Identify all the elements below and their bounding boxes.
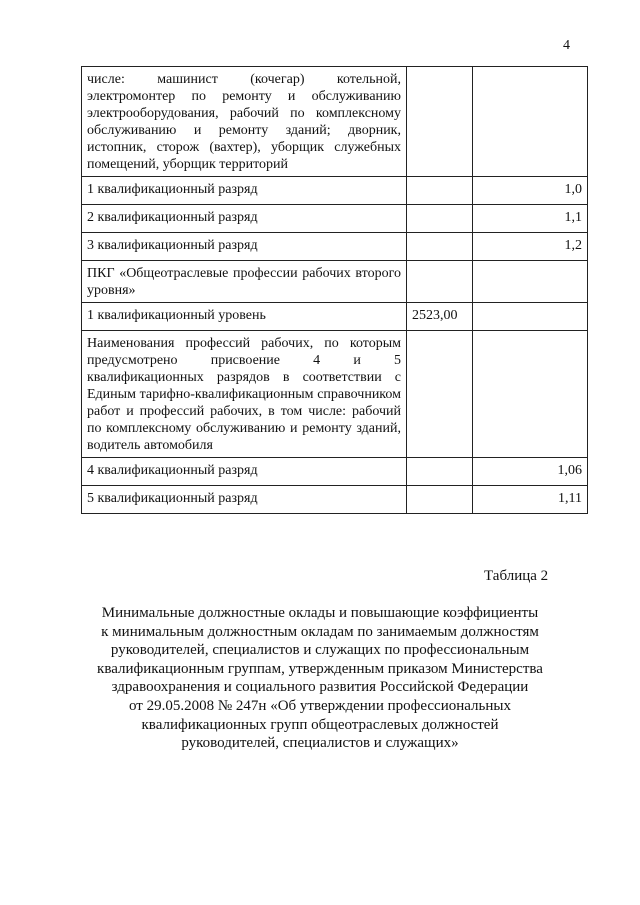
salary-cell bbox=[407, 331, 473, 458]
salary-cell bbox=[407, 177, 473, 205]
title-line: руководителей, специалистов и служащих» bbox=[181, 735, 459, 752]
table-caption: Таблица 2 bbox=[484, 568, 549, 584]
profession-cell: ПКГ «Общеотраслевые профессии рабочих второго уровня» bbox=[82, 261, 407, 303]
coefficient-cell: 1,2 bbox=[473, 233, 588, 261]
salary-cell: 2523,00 bbox=[407, 303, 473, 331]
coefficient-cell: 1,1 bbox=[473, 205, 588, 233]
title-line: от 29.05.2008 № 247н «Об утверждении профессиональных bbox=[129, 697, 511, 714]
title-line: квалификационным группам, утвержденным приказом Министерства bbox=[97, 660, 543, 677]
table-row bbox=[82, 205, 588, 233]
table-row bbox=[82, 303, 588, 331]
title-line: руководителей, специалистов и служащих по профессиональным bbox=[110, 642, 530, 659]
profession-cell: 3 квалификационный разряд bbox=[82, 233, 407, 261]
profession-cell: 4 квалификационный разряд bbox=[82, 458, 407, 486]
title-line: квалификационных групп общеотраслевых должностей bbox=[141, 716, 499, 733]
coefficient-cell: 1,06 bbox=[473, 458, 588, 486]
salary-cell bbox=[407, 67, 473, 177]
table-row bbox=[82, 177, 588, 205]
salary-cell bbox=[407, 261, 473, 303]
title-line: к минимальным должностным окладам по занимаемым должностям bbox=[101, 623, 539, 640]
salary-cell bbox=[407, 233, 473, 261]
coefficient-cell bbox=[473, 303, 588, 331]
profession-cell: 5 квалификационный разряд bbox=[82, 486, 407, 514]
salary-cell bbox=[407, 486, 473, 514]
title-line: здравоохранения и социального развития Российской Федерации bbox=[111, 679, 529, 696]
table-row bbox=[82, 331, 588, 458]
table-row bbox=[82, 458, 588, 486]
profession-cell: числе: машинист (кочегар) котельной, электромонтер по ремонту и обслуживанию электрооборудования, рабочий по комплексному обслуживанию и ремонту зданий; дворник, истопник, сторож (вахтер), уборщик служебных помещений, уборщик территорий bbox=[82, 67, 407, 177]
profession-cell: Наименования профессий рабочих, по которым предусмотрено присвоение 4 и 5 квалификационных разрядов в соответствии с Единым тарифно-квалификационным справочником работ и профессий рабочих, в том числе: рабочий по комплексному обслуживанию и ремонту зданий, водитель автомобиля bbox=[82, 331, 407, 458]
profession-cell: 2 квалификационный разряд bbox=[82, 205, 407, 233]
salary-cell bbox=[407, 458, 473, 486]
title-line: Минимальные должностные оклады и повышающие коэффициенты bbox=[101, 605, 539, 621]
table-row bbox=[82, 67, 588, 177]
table-row bbox=[82, 486, 588, 514]
coefficient-cell bbox=[473, 67, 588, 177]
coefficient-cell bbox=[473, 331, 588, 458]
coefficient-cell: 1,11 bbox=[473, 486, 588, 514]
coefficient-cell bbox=[473, 261, 588, 303]
salary-table bbox=[81, 66, 588, 514]
profession-cell: 1 квалификационный разряд bbox=[82, 177, 407, 205]
salary-cell bbox=[407, 205, 473, 233]
table-row bbox=[82, 233, 588, 261]
table-row bbox=[82, 261, 588, 303]
table-title bbox=[90, 604, 550, 753]
coefficient-cell: 1,0 bbox=[473, 177, 588, 205]
page-number: 4 bbox=[563, 38, 570, 53]
profession-cell: 1 квалификационный уровень bbox=[82, 303, 407, 331]
